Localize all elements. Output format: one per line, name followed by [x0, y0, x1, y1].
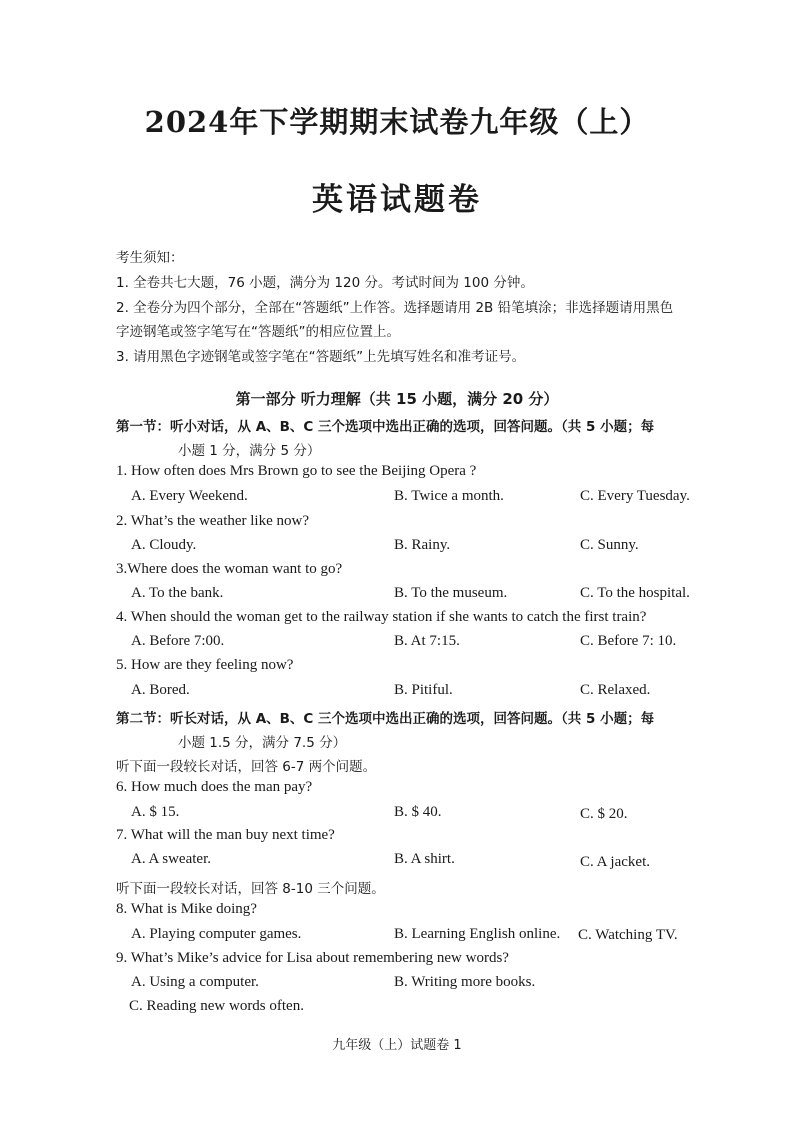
q8-option-b: B. Learning English online. — [394, 926, 561, 942]
q6-option-c: C. $ 20. — [580, 806, 628, 822]
exam-subtitle: 英语试题卷 — [312, 182, 482, 218]
section1-line1: 第一节：听小对话，从 A、B、C 三个选项中选出正确的选项，回答问题。（共 5 小题；每 — [116, 419, 655, 435]
notice-item: 2. 全卷分为四个部分，全部在“答题纸”上作答。选择题请用 2B 铅笔填涂；非选择题请用黑色 — [116, 300, 674, 316]
notice-item: 字迹钢笔或签字笔写在“答题纸”的相应位置上。 — [116, 324, 400, 340]
page-footer: 九年级（上）试题卷 1 — [332, 1038, 462, 1053]
q6-option-a: A. $ 15. — [131, 804, 180, 820]
q1-option-c: C. Every Tuesday. — [580, 488, 690, 504]
part1-heading: 第一部分 听力理解（共 15 小题，满分 20 分） — [235, 390, 559, 408]
q8-option-c: C. Watching TV. — [578, 927, 678, 943]
exam-title: 2024年下学期期末试卷九年级（上） — [144, 105, 650, 139]
q3-option-b: B. To the museum. — [394, 585, 508, 601]
q2-option-b: B. Rainy. — [394, 537, 451, 553]
section2-instructions — [116, 707, 654, 727]
section2-line2: 小题 1.5 分，满分 7.5 分） — [178, 735, 347, 751]
q7-option-a: A. A sweater. — [131, 851, 211, 867]
question-7: 7. What will the man buy next time? — [116, 827, 335, 843]
q7-option-c: C. A jacket. — [580, 854, 650, 870]
q8-option-a: A. Playing computer games. — [131, 926, 302, 942]
question-8: 8. What is Mike doing? — [116, 901, 257, 917]
q1-option-b: B. Twice a month. — [394, 488, 504, 504]
question-3: 3.Where does the woman want to go? — [116, 561, 343, 577]
q9-option-c: C. Reading new words often. — [129, 998, 304, 1014]
q5-option-c: C. Relaxed. — [580, 682, 651, 698]
question-2: 2. What’s the weather like now? — [116, 513, 309, 529]
question-6: 6. How much does the man pay? — [116, 779, 313, 795]
q5-option-b: B. Pitiful. — [394, 682, 453, 698]
section2-line1: 第二节：听长对话，从 A、B、C 三个选项中选出正确的选项，回答问题。（共 5 小题；每 — [116, 711, 655, 727]
section1-instructions — [116, 415, 654, 435]
question-5: 5. How are they feeling now? — [116, 657, 294, 673]
q3-option-c: C. To the hospital. — [580, 585, 690, 601]
q2-option-c: C. Sunny. — [580, 537, 639, 553]
notice-heading: 考生须知： — [116, 250, 184, 266]
question-4: 4. When should the woman get to the railway station if she wants to catch the first train? — [116, 609, 647, 625]
q9-option-b: B. Writing more books. — [394, 974, 536, 990]
question-1: 1. How often does Mrs Brown go to see the Beijing Opera ? — [116, 463, 477, 479]
q6-option-b: B. $ 40. — [394, 804, 442, 820]
notice-item: 3. 请用黑色字迹钢笔或签字笔在“答题纸”上先填写姓名和准考证号。 — [116, 349, 526, 365]
q4-option-b: B. At 7:15. — [394, 633, 460, 649]
section1-line2: 小题 1 分，满分 5 分） — [178, 443, 321, 459]
q3-option-a: A. To the bank. — [131, 585, 224, 601]
q2-option-a: A. Cloudy. — [131, 537, 197, 553]
q9-option-a: A. Using a computer. — [131, 974, 259, 990]
q4-option-c: C. Before 7: 10. — [580, 633, 677, 649]
dialog-intro-6-7: 听下面一段较长对话，回答 6-7 两个问题。 — [116, 759, 377, 775]
q7-option-b: B. A shirt. — [394, 851, 455, 867]
q4-option-a: A. Before 7:00. — [131, 633, 225, 649]
dialog-intro-8-10: 听下面一段较长对话，回答 8-10 三个问题。 — [116, 881, 385, 897]
notice-item: 1. 全卷共七大题，76 小题，满分为 120 分。考试时间为 100 分钟。 — [116, 275, 534, 291]
question-9: 9. What’s Mike’s advice for Lisa about remembering new words? — [116, 950, 509, 966]
q1-option-a: A. Every Weekend. — [131, 488, 248, 504]
q5-option-a: A. Bored. — [131, 682, 190, 698]
